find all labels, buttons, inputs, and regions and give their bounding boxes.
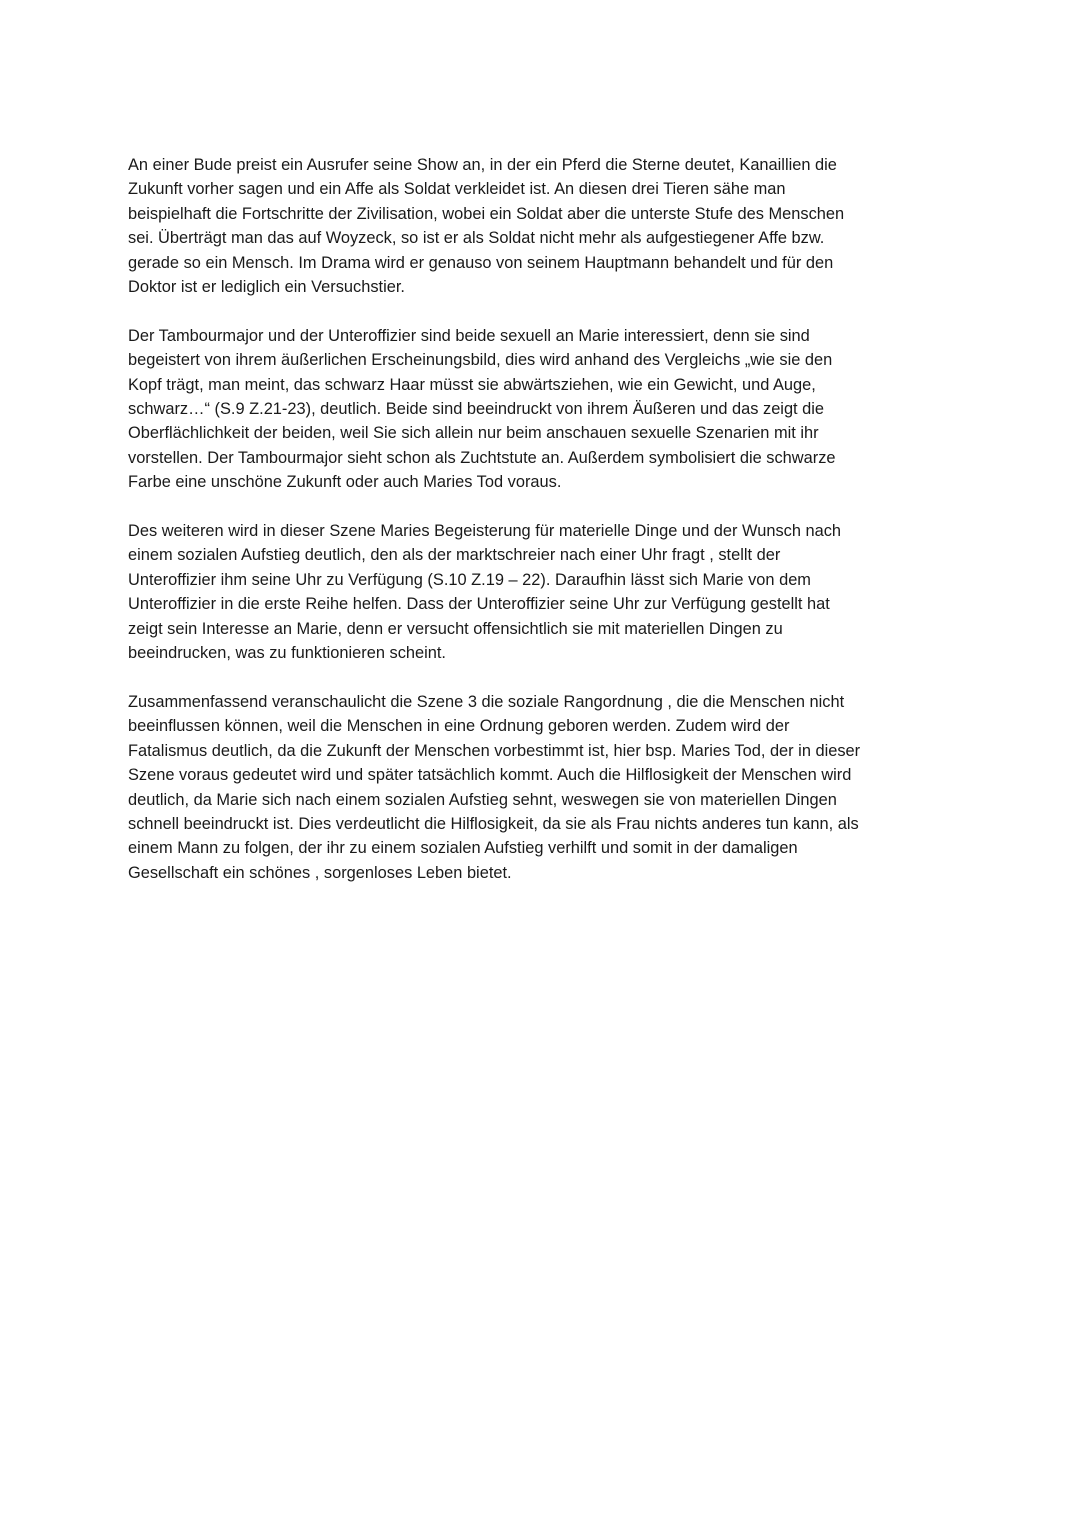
document-body [128,153,958,910]
paragraph-3 [128,519,958,665]
paragraph-2 [128,324,958,495]
text-line: schnell beeindruckt ist. Dies verdeutlicht die Hilflosigkeit, da sie als Frau nichts anderes tun kann, als [128,814,859,833]
text-line: Fatalismus deutlich, da die Zukunft der Menschen vorbestimmt ist, hier bsp. Maries Tod, der in dieser [128,741,861,760]
text-line: Gesellschaft ein schönes , sorgenloses Leben bietet. [128,863,512,882]
text-line: gerade so ein Mensch. Im Drama wird er genauso von seinem Hauptmann behandelt und für den [128,253,834,272]
text-line: Farbe eine unschöne Zukunft oder auch Maries Tod voraus. [128,473,562,492]
text-line: vorstellen. Der Tambourmajor sieht schon als Zuchtstute an. Außerdem symbolisiert die schwarze [128,448,836,467]
text-line: Des weiteren wird in dieser Szene Maries Begeisterung für materielle Dinge und der Wunsch nach [128,522,842,541]
text-line: Kopf trägt, man meint, das schwarz Haar müsst sie abwärtsziehen, wie ein Gewicht, und Auge, [128,375,816,394]
text-line: Der Tambourmajor und der Unteroffizier sind beide sexuell an Marie interessiert, denn sie sind [128,326,810,345]
text-line: begeistert von ihrem äußerlichen Erscheinungsbild, dies wird anhand des Vergleichs „wie sie den [128,351,833,370]
text-line: zeigt sein Interesse an Marie, denn er versucht offensichtlich sie mit materiellen Dingen zu [128,619,783,638]
text-line: beispielhaft die Fortschritte der Zivilisation, wobei ein Soldat aber die unterste Stufe des Menschen [128,204,845,223]
text-line: beeinflussen können, weil die Menschen in eine Ordnung geboren werden. Zudem wird der [128,717,790,736]
text-line: einem sozialen Aufstieg deutlich, den als der marktschreier nach einer Uhr fragt , stellt der [128,546,781,565]
text-line: einem Mann zu folgen, der ihr zu einem sozialen Aufstieg verhilft und somit in der damaligen [128,839,798,858]
text-line: Zukunft vorher sagen und ein Affe als Soldat verkleidet ist. An diesen drei Tieren sähe man [128,180,786,199]
text-line: beeindrucken, was zu funktionieren scheint. [128,644,446,663]
text-line: Doktor ist er lediglich ein Versuchstier. [128,278,405,297]
paragraph-4 [128,690,958,885]
text-line: Szene voraus gedeutet wird und später tatsächlich kommt. Auch die Hilflosigkeit der Menschen wird [128,766,852,785]
text-line: Unteroffizier ihm seine Uhr zu Verfügung (S.10 Z.19 – 22). Daraufhin lässt sich Marie von dem [128,570,811,589]
text-line: An einer Bude preist ein Ausrufer seine Show an, in der ein Pferd die Sterne deutet, Kanaillien die [128,156,837,174]
text-line: schwarz…“ (S.9 Z.21-23), deutlich. Beide sind beeindruckt von ihrem Äußeren und das zeigt die [128,400,825,419]
text-line: deutlich, da Marie sich nach einem sozialen Aufstieg sehnt, weswegen sie von materiellen Dingen [128,790,837,809]
text-line: Zusammenfassend veranschaulicht die Szene 3 die soziale Rangordnung , die die Menschen nicht [128,692,845,711]
text-line: Oberflächlichkeit der beiden, weil Sie sich allein nur beim anschauen sexuelle Szenarien mit ihr [128,424,819,443]
paragraph-1 [128,153,958,299]
text-line: sei. Überträgt man das auf Woyzeck, so ist er als Soldat nicht mehr als aufgestiegener Affe bzw. [128,229,825,248]
text-line: Unteroffizier in die erste Reihe helfen. Dass der Unteroffizier seine Uhr zur Verfügung gestellt hat [128,595,830,614]
